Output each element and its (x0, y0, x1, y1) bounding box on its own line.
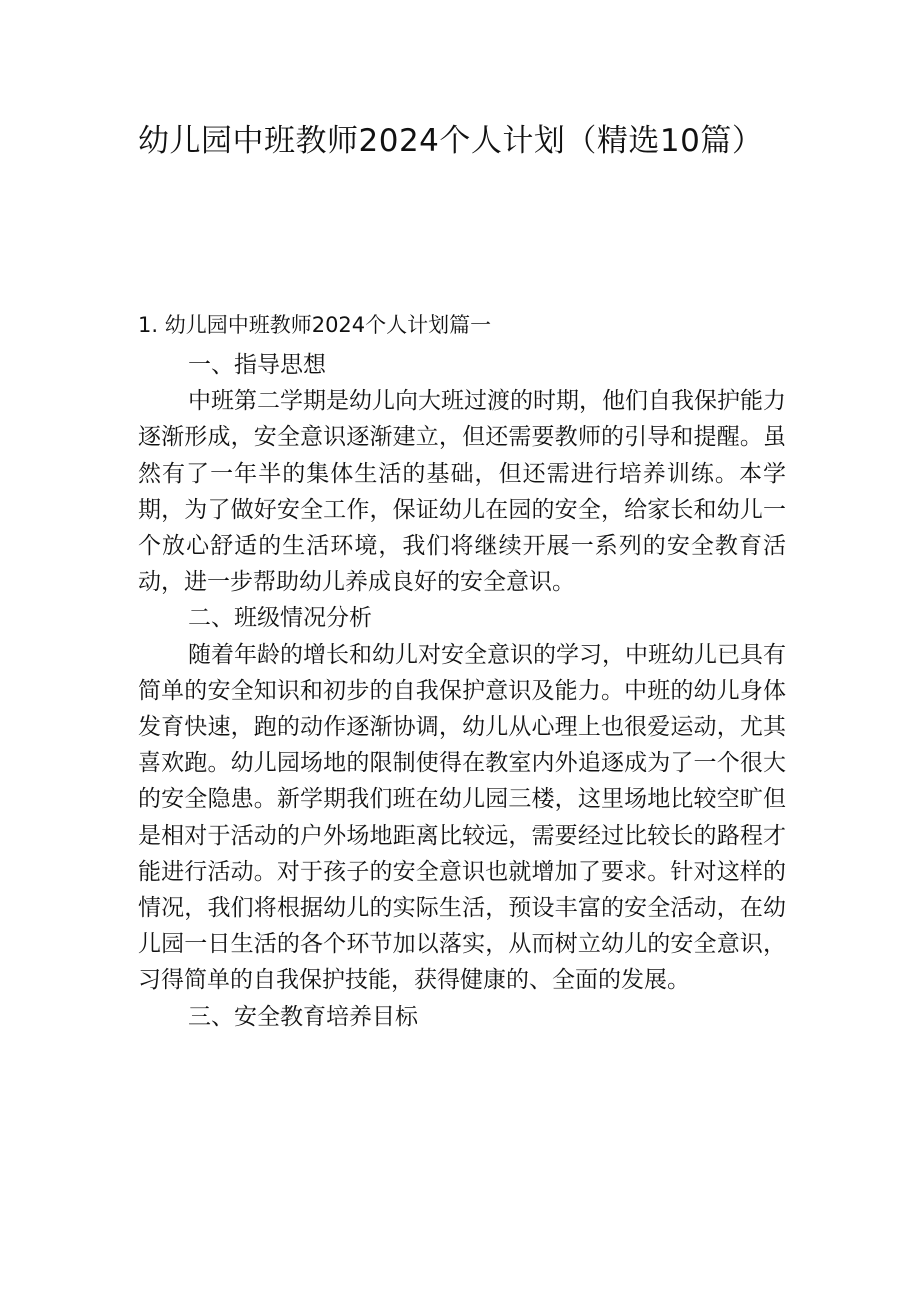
class-analysis-heading: 二、班级情况分析 (188, 605, 372, 632)
document-body (138, 347, 786, 1035)
document-title: 幼儿园中班教师2024个人计划（精选10篇） (138, 123, 764, 159)
guiding-ideology-paragraph: 中班第二学期是幼儿向大班过渡的时期，他们自我保护能力逐渐形成，安全意识逐渐建立，但还需要教师的引导和提醒。虽然有了一年半的集体生活的基础，但还需进行培养训练。本学期，为了做好安全工作，保证幼儿在园的安全，给家长和幼儿一个放心舒适的生活环境，我们将继续开展一系列的安全教育活动，进一步帮助幼儿养成良好的安全意识。 (138, 388, 786, 596)
section-heading: 1. 幼儿园中班教师2024个人计划篇一 (138, 313, 492, 337)
guiding-ideology-heading: 一、指导思想 (188, 352, 326, 378)
class-analysis-paragraph: 随着年龄的增长和幼儿对安全意识的学习，中班幼儿已具有简单的安全知识和初步的自我保护意识及能力。中班的幼儿身体发育快速，跑的动作逐渐协调，幼儿从心理上也很爱运动，尤其喜欢跑。幼儿园场地的限制使得在教室内外追逐成为了一个很大的安全隐患。新学期我们班在幼儿园三楼，这里场地比较空旷但是相对于活动的户外场地距离比较远，需要经过比较长的路程才能进行活动。对于孩子的安全意识也就增加了要求。针对这样的情况，我们将根据幼儿的实际生活，预设丰富的安全活动，在幼儿园一日生活的各个环节加以落实，从而树立幼儿的安全意识，习得简单的自我保护技能，获得健康的、全面的发展。 (138, 641, 786, 994)
safety-goals-heading: 三、安全教育培养目标 (188, 1003, 418, 1030)
